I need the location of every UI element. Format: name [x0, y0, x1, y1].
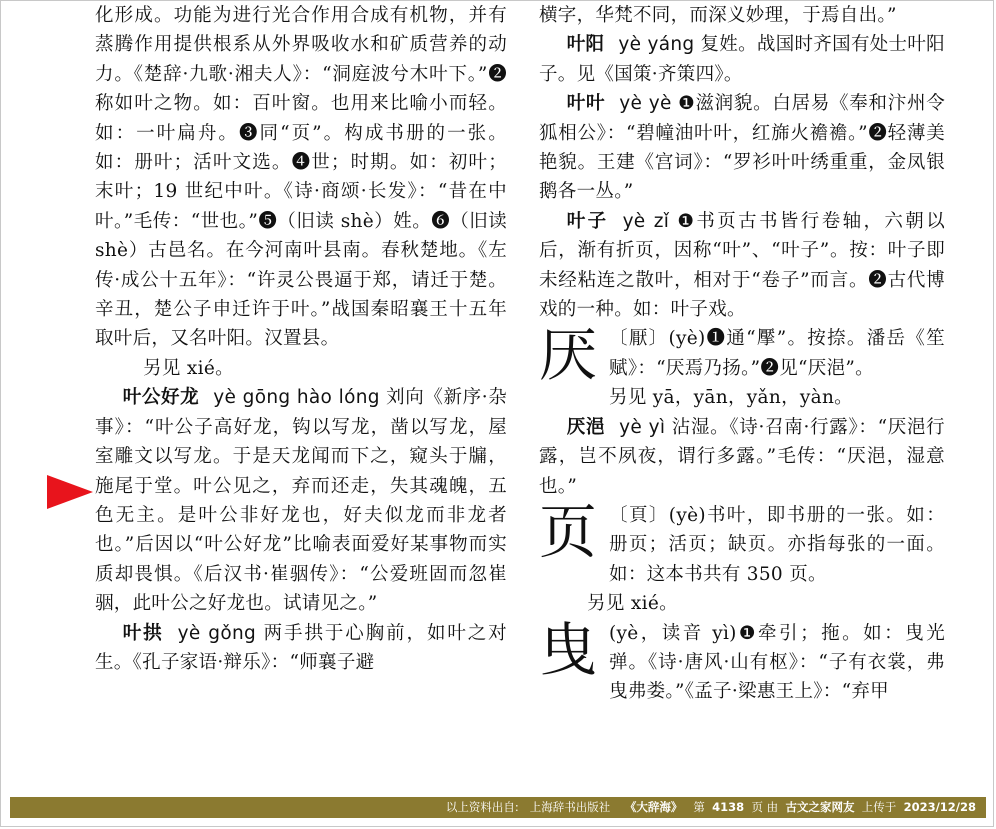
entry-definition: 沾湿。《诗·召南·行露》：“厌浥行露，岂不夙夜，谓行多露。”毛传：“厌浥，湿意也。”	[539, 416, 945, 497]
footer-date: 2023/12/28	[903, 800, 976, 814]
footer-publisher: 上海辞书出版社	[529, 800, 611, 814]
entry-pinyin: yè yì	[619, 416, 666, 438]
ye-definition-continued: 化形成。功能为进行光合作用合成有机物，并有蒸腾作用提供根系从外界吸收水和矿质营养的动力。《楚辞·九歌·湘夫人》：“洞庭波兮木叶下。”❷称如叶之物。如：百叶窗。也用来比喻小而轻。如：一叶扁舟。❸同“页”。构成书册的一张。如：册叶；活叶文选。❹世；时期。如：初叶；末叶；19 世纪中叶。《诗·商颂·长发》：“昔在中叶。”毛传：“世也。”❺（旧读 shè）姓。❻（旧读 shè）古邑名。在今河南叶县南。春秋楚地。《左传·成公十五年》：“许灵公畏逼于郑，请迁于楚。辛丑，楚公子申迁许于叶。”战国秦昭襄王十五年取叶后，又名叶阳。汉置县。	[95, 5, 507, 350]
left-column	[95, 1, 507, 677]
see-also-note: 另见 xié。	[587, 593, 678, 615]
entry-headword: 叶子	[566, 210, 609, 232]
entry-pinyin: yè gōng hào lóng	[213, 387, 380, 409]
entry-ye-yang	[539, 30, 945, 89]
pointer-arrow-icon	[47, 475, 93, 509]
footer-uploaded: 上传于	[861, 800, 897, 814]
entry-definition: ❶书页古书皆行卷轴，六朝以后，渐有折页，因称“叶”、“叶子”。按：叶子即未经粘连之散叶，相对于“卷子”而言。❷古代博戏的一种。如：叶子戏。	[539, 210, 946, 321]
character-definition: 〔厭〕(yè)❶通“擪”。按捺。潘岳《笙赋》：“厌焉乃扬。”❷见“厌浥”。	[609, 328, 945, 379]
entry-definition: 刘向《新序·杂事》：“叶公子高好龙，钩以写龙，凿以写龙，屋室雕文以写龙。于是天龙闻而下之，窥头于牖，施尾于堂。叶公见之，弃而还走，失其魂魄，五色无主。是叶公非好龙也，好夫似龙而非龙者也。”后因以“叶公好龙”比喻表面爱好某事物而实质却畏惧。《后汉书·崔骃传》：“公爱班固而忽崔骃，此叶公之好龙也。试请见之。”	[95, 387, 508, 615]
large-headword-character: 页	[539, 497, 598, 566]
entry-ye-ye	[539, 89, 945, 207]
entry-definition: ❶滋润貌。白居易《奉和汴州令狐相公》：“碧幢油叶叶，红旆火襜襜。”❷轻薄美艳貌。王建《宫词》：“罗衫叶叶绣重重，金凤银鹅各一丛。”	[539, 93, 945, 203]
previous-entry-continued: 横字，华梵不同，而深义妙理，于焉自出。”	[539, 5, 897, 26]
footer-site: 古文之家网友	[785, 800, 855, 814]
footer-page-number: 4138	[712, 800, 745, 814]
large-headword-character: 曳	[539, 615, 598, 684]
entry-headword: 叶阳	[566, 34, 605, 56]
entry-ye-gong-hao-long	[95, 383, 507, 618]
entry-definition: 两手拱于心胸前，如叶之对生。《孔子家语·辩乐》：“师襄子避	[95, 622, 507, 673]
footer-page-label: 第	[693, 800, 705, 814]
footer-prefix: 以上资料出自:	[445, 800, 519, 814]
entry-pinyin: yè yè	[619, 93, 672, 115]
entry-pinyin: yè zǐ	[622, 210, 670, 232]
footer-page-suffix: 页 由	[751, 800, 779, 814]
entry-pinyin: yè gǒng	[177, 622, 257, 644]
character-entry-yan	[539, 321, 945, 390]
entry-definition: 复姓。战国时齐国有处士叶阳子。见《国策·齐策四》。	[539, 34, 945, 85]
source-footer-bar	[10, 797, 986, 818]
entry-pinyin: yè yáng	[618, 34, 695, 56]
see-also-note: 另见 yā，yān，yǎn，yàn。	[609, 387, 853, 409]
large-headword-character: 厌	[539, 321, 598, 390]
entry-headword: 叶拱	[122, 622, 164, 644]
right-column	[539, 1, 945, 707]
entry-ye-gong	[95, 619, 507, 678]
character-entry-ye-page	[539, 497, 945, 589]
entry-headword: 厌浥	[566, 416, 606, 438]
entry-headword: 叶叶	[566, 93, 606, 115]
entry-ye-zi	[539, 207, 945, 325]
entry-headword: 叶公好龙	[122, 387, 200, 409]
entry-yan-yi	[539, 413, 945, 501]
character-definition: 〔頁〕(yè)书叶，即书册的一张。如：册页；活页；缺页。亦指每张的一面。如：这本书共有 350 页。	[609, 504, 945, 585]
character-definition: (yè，读音 yì)❶牵引；拖。如：曳光弹。《诗·唐风·山有枢》：“子有衣裳，弗曳弗娄。”《孟子·梁惠王上》：“弃甲	[609, 622, 945, 703]
see-also-note: 另见 xié。	[143, 357, 234, 379]
footer-book: 《大辞海》	[624, 800, 683, 814]
character-entry-ye-drag	[539, 615, 945, 707]
